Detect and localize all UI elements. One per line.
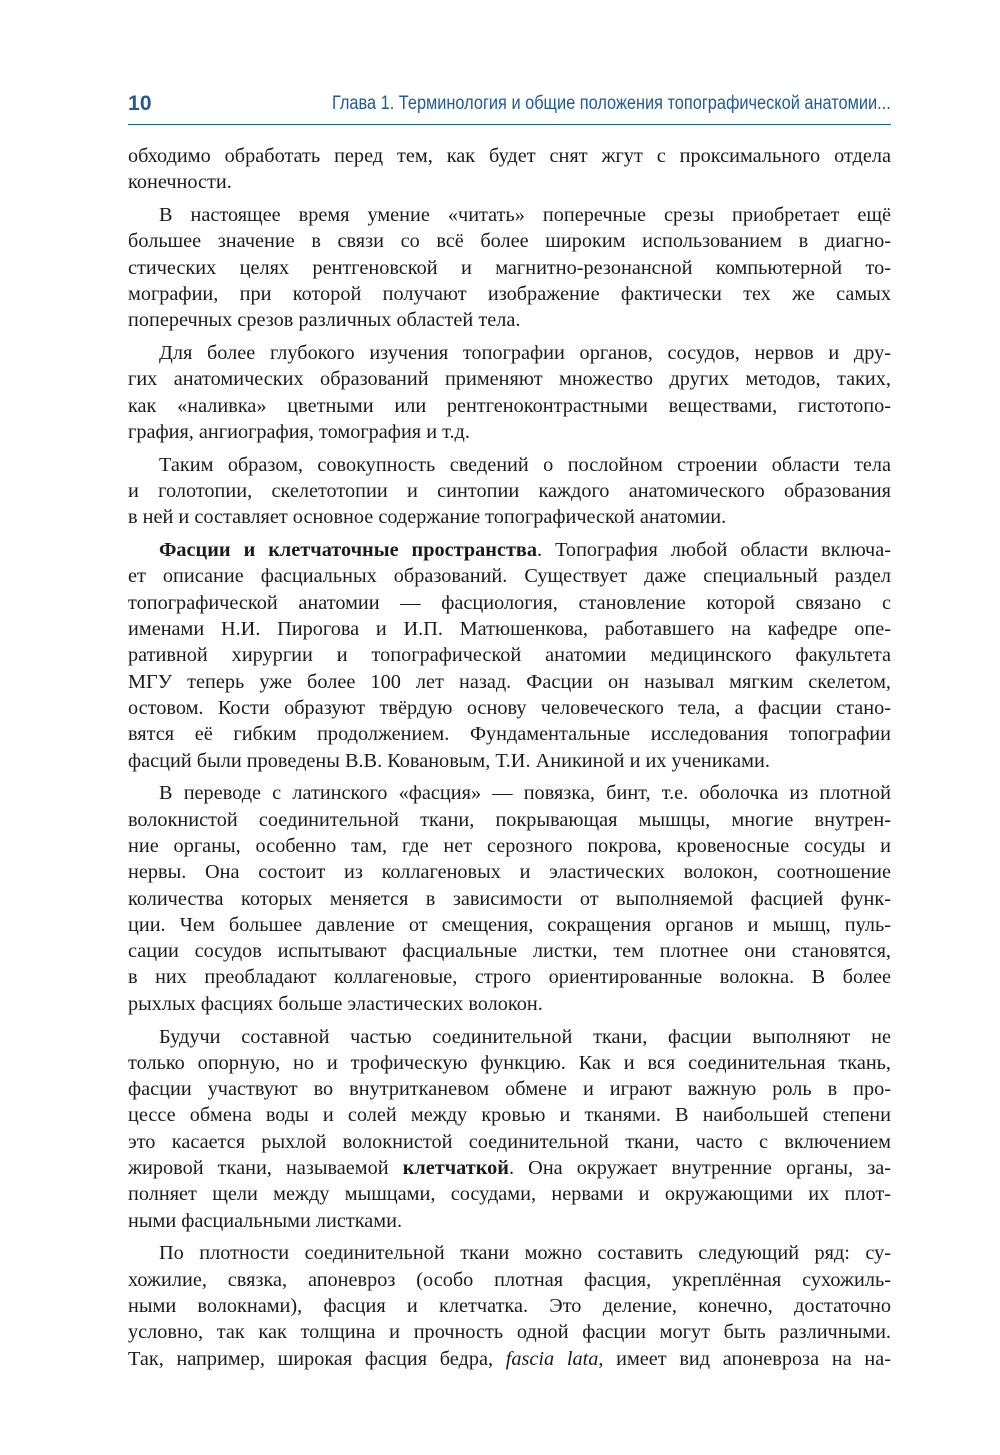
bold-term: клетчаткой bbox=[402, 1156, 509, 1179]
text-line: цессе обмена воды и солей между кровью и тканями. В наибольшей степени bbox=[128, 1104, 891, 1127]
text-span: . Топография любой области включа- bbox=[537, 539, 891, 562]
paragraph bbox=[128, 143, 891, 196]
text-line: нервы. Она состоит из коллагеновых и эластических волокон, соотношение bbox=[128, 861, 891, 884]
text-line: ративной хирургии и топографической анатомии медицинского факультета bbox=[128, 644, 891, 667]
text-line: в них преобладают коллагеновые, строго ориентированные волокна. В более bbox=[128, 966, 891, 989]
text-line: поперечных срезов различных областей тела. bbox=[128, 309, 521, 332]
text-line bbox=[128, 1155, 891, 1181]
text-line: фасций были проведены В.В. Ковановым, Т.И. Аникиной и их учениками. bbox=[128, 749, 770, 772]
text-line: графия, ангиография, томография и т.д. bbox=[128, 420, 470, 443]
text-line: ными фасциальными листками. bbox=[128, 1209, 403, 1232]
text-line: именами Н.И. Пирогова и И.П. Матюшенкова, работавшего на кафедре опе- bbox=[128, 618, 891, 641]
chapter-title: Глава 1. Терминология и общие положения топографической анатомии... bbox=[332, 93, 891, 114]
text-line: вятся её гибким продолжением. Фундаментальные исследования топографии bbox=[128, 723, 891, 746]
text-line: большее значение в связи со всё более широким использованием в диагно- bbox=[128, 230, 891, 253]
paragraph bbox=[128, 780, 891, 1017]
text-line: По плотности соединительной ткани можно составить следующий ряд: су- bbox=[159, 1242, 891, 1265]
paragraph bbox=[128, 537, 891, 774]
text-span: Так, например, широкая фасция бедра, bbox=[128, 1347, 506, 1370]
text-line: В настоящее время умение «читать» поперечные срезы приобретает ещё bbox=[159, 204, 891, 227]
text-line: рыхлых фасциях больше эластических волокон. bbox=[128, 992, 543, 1015]
running-header bbox=[128, 90, 891, 125]
text-line: только опорную, но и трофическую функцию. Как и вся соединительная ткань, bbox=[128, 1051, 891, 1074]
paragraph bbox=[128, 202, 891, 333]
text-line: волокнистой соединительной ткани, покрывающая мышцы, многие внутрен- bbox=[128, 808, 891, 831]
text-line: ными волокнами), фасция и клетчатка. Это деление, конечно, достаточно bbox=[128, 1294, 891, 1317]
text-line: фасции участвуют во внутритканевом обмене и играют важную роль в про- bbox=[128, 1078, 891, 1101]
text-span: жировой ткани, называемой bbox=[128, 1156, 403, 1179]
text-line: ции. Чем большее давление от смещения, сокращения органов и мышц, пуль- bbox=[128, 913, 891, 936]
text-line: гих анатомических образований применяют множество других методов, таких, bbox=[128, 368, 891, 391]
text-line bbox=[128, 1346, 891, 1372]
text-line bbox=[128, 537, 891, 563]
text-line: МГУ теперь уже более 100 лет назад. Фасции он называл мягким скелетом, bbox=[128, 670, 891, 693]
text-line: как «наливка» цветными или рентгеноконтрастными веществами, гистотопо- bbox=[128, 394, 891, 417]
paragraph bbox=[128, 340, 891, 445]
text-line: остовом. Кости образуют твёрдую основу человеческого тела, а фасции стано- bbox=[128, 696, 891, 719]
text-line: обходимо обработать перед тем, как будет снят жгут с проксимального отдела bbox=[128, 145, 891, 167]
text-span: . Она окружает внутренние органы, за- bbox=[509, 1156, 891, 1179]
text-line: Будучи составной частью соединительной ткани, фасции выполняют не bbox=[159, 1025, 891, 1048]
text-line: в ней и составляет основное содержание топографической анатомии. bbox=[128, 506, 727, 529]
text-line: Таким образом, совокупность сведений о послойном строении области тела bbox=[159, 453, 891, 476]
text-line: ние органы, особенно там, где нет серозного покрова, кровеносные сосуды и bbox=[128, 834, 891, 857]
paragraph bbox=[128, 1024, 891, 1234]
text-line: мографии, при которой получают изображение фактически тех же самых bbox=[128, 282, 891, 305]
section-heading: Фасции и клетчаточные пространства bbox=[159, 539, 538, 562]
text-span: , имеет вид апоневроза на на- bbox=[598, 1347, 891, 1370]
text-line: Для более глубокого изучения топографии органов, сосудов, нервов и дру- bbox=[159, 342, 891, 365]
text-line: количества которых меняется в зависимости от выполняемой фасцией функ- bbox=[128, 887, 891, 910]
text-line: стических целях рентгеновской и магнитно-резонансной компьютерной то- bbox=[128, 256, 891, 279]
text-line: конечности. bbox=[128, 171, 232, 194]
paragraph bbox=[128, 452, 891, 531]
body-text bbox=[128, 143, 891, 1378]
text-line: топографической анатомии — фасциология, становление которой связано с bbox=[128, 591, 891, 614]
text-line: полняет щели между мышцами, сосудами, нервами и окружающими их плот- bbox=[128, 1183, 891, 1206]
text-line: хожилие, связка, апоневроз (особо плотная фасция, укреплённая сухожиль- bbox=[128, 1268, 891, 1291]
page-number: 10 bbox=[128, 92, 152, 115]
text-line: это касается рыхлой волокнистой соединительной ткани, часто с включением bbox=[128, 1130, 891, 1153]
text-line: и голотопии, скелетотопии и синтопии каждого анатомического образования bbox=[128, 480, 891, 503]
text-line: ет описание фасциальных образований. Существует даже специальный раздел bbox=[128, 565, 891, 588]
text-line: В переводе с латинского «фасция» — повязка, бинт, т.е. оболочка из плотной bbox=[159, 782, 891, 805]
paragraph bbox=[128, 1240, 891, 1371]
text-line: сации сосудов испытывают фасциальные листки, тем плотнее они становятся, bbox=[128, 940, 891, 963]
text-line: условно, так как толщина и прочность одной фасции могут быть различными. bbox=[128, 1321, 891, 1344]
latin-term: fascia lata bbox=[505, 1347, 599, 1370]
